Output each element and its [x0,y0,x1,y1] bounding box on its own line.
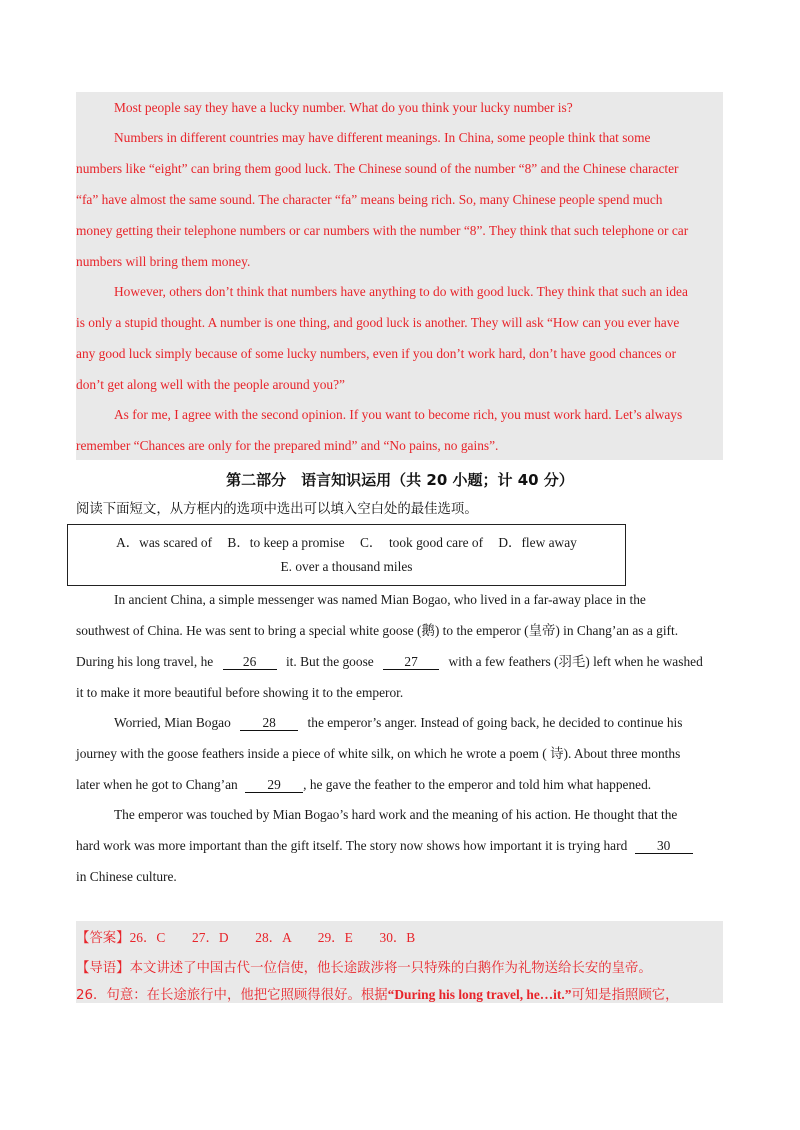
cloze-line3-a: During his long travel, he [76,654,214,669]
passage-p2-line4: money getting their telephone numbers or car numbers with the number “8”. They think that such telephone or car [76,223,689,238]
option-e: E. over a thousand miles [280,559,413,574]
cloze-line6: journey with the goose feathers inside a piece of white silk, on which he wrote a poem ( 诗). About three months [76,746,681,761]
cloze-line9 [76,836,723,856]
cloze-line7 [76,775,723,795]
guide-line [76,957,652,976]
cloze-line8: The emperor was touched by Mian Bogao’s hard work and the meaning of his action. He thought that the [114,807,678,822]
guide-text: 本文讲述了中国古代一位信使，他长途跋涉将一只特殊的白鹅作为礼物送给长安的皇帝。 [129,961,652,976]
option-d: D．flew away [498,535,577,550]
option-c: C． took good care of [359,535,484,550]
blank-27[interactable]: 27 [383,654,439,670]
blank-30[interactable]: 30 [635,838,693,854]
cloze-line3-c: with a few feathers (羽毛) left when he washed [448,654,703,669]
passage-p2-line3: “fa” have almost the same sound. The character “fa” means being rich. So, many Chinese people spend much [76,192,663,207]
q26-quote: “During his long travel, he…it.” [387,987,572,1002]
cloze-line1: In ancient China, a simple messenger was named Mian Bogao, who lived in a far-away place in the [114,592,646,607]
passage-p3-line4: don’t get along well with the people around you?” [76,377,345,392]
q26-text-a: 26．句意：在长途旅行中，他把它照顾得很好。根据 [76,988,388,1003]
blank-29[interactable]: 29 [245,777,303,793]
q26-text-b: 可知是指照顾它， [571,988,679,1003]
cloze-line2: southwest of China. He was sent to bring a special white goose (鹅) to the emperor (皇帝) in Chang’an as a gift. [76,623,679,638]
passage-p2-line1: Numbers in different countries may have different meanings. In China, some people think that some [114,130,651,145]
passage-p2-line2: numbers like “eight” can bring them good luck. The Chinese sound of the number “8” and the Chinese character [76,161,679,176]
passage-p3-line1: However, others don’t think that numbers have anything to do with good luck. They think that such an idea [114,284,688,299]
passage-p2-line5: numbers will bring them money. [76,254,251,269]
cloze-line7-a: later when he got to Chang’an [76,777,238,792]
passage-p3-line3: any good luck simply because of some lucky numbers, even if you don’t work hard, don’t have good chances or [76,346,677,361]
answer-values: 26．C 27．D 28．A 29．E 30．B [129,930,416,945]
passage-p4-line1: As for me, I agree with the second opinion. If you want to become rich, you must work hard. Let’s always [114,407,683,422]
passage-p1: Most people say they have a lucky number. What do you think your lucky number is? [114,100,573,115]
q26-explanation [76,984,679,1003]
options-box [67,524,626,586]
cloze-line7-b: , he gave the feather to the emperor and told him what happened. [303,777,652,792]
cloze-line9-a: hard work was more important than the gift itself. The story now shows how important it is trying hard [76,838,628,853]
options-row-2 [68,559,625,575]
section-instruction: 阅读下面短文，从方框内的选项中选出可以填入空白处的最佳选项。 [76,502,478,517]
cloze-line3-b: it. But the goose [285,654,374,669]
cloze-line5-b: the emperor’s anger. Instead of going back, he decided to continue his [307,715,683,730]
section-title: 第二部分 语言知识运用（共 20 小题；计 40 分） [226,471,574,489]
answer-label: 【答案】 [76,931,130,946]
cloze-line3 [76,652,723,672]
answer-line [76,927,415,946]
passage-p4-line2: remember “Chances are only for the prepared mind” and “No pains, no gains”. [76,438,499,453]
blank-26[interactable]: 26 [223,654,277,670]
guide-label: 【导语】 [76,961,130,976]
options-row-1 [68,532,625,551]
blank-28[interactable]: 28 [240,715,298,731]
cloze-line4: it to make it more beautiful before showing it to the emperor. [76,685,404,700]
passage-p3-line2: is only a stupid thought. A number is one thing, and good luck is another. They will ask “How can you ever have [76,315,680,330]
cloze-line5 [76,713,723,733]
cloze-line10: in Chinese culture. [76,869,177,884]
option-a: A．was scared of [116,535,213,550]
cloze-line5-a: Worried, Mian Bogao [114,715,231,730]
option-b: B．to keep a promise [227,535,345,550]
